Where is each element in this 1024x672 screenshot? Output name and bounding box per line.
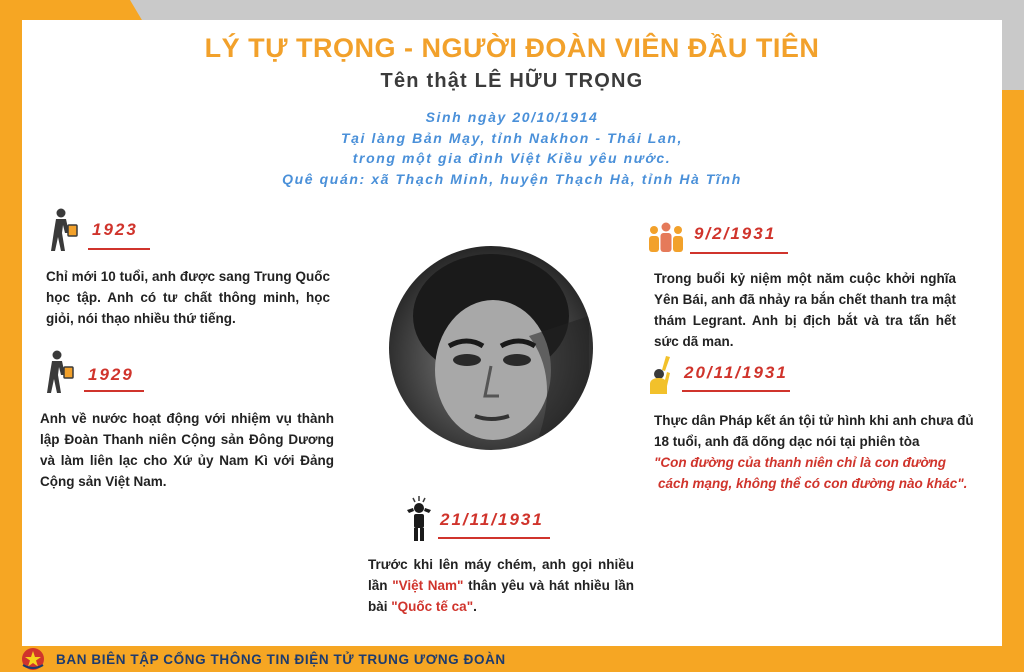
birth-info-line: Sinh ngày 20/10/1914	[425, 109, 599, 125]
date-underline	[438, 537, 550, 539]
event-text: .	[473, 599, 477, 614]
birth-info	[22, 107, 1002, 189]
event-text: Thực dân Pháp kết án tội tử hình khi anh chưa đủ 18 tuổi, anh đã dõng dạc nói tại phiên tòa	[654, 413, 974, 449]
student-walking-icon	[40, 350, 76, 394]
highlight-text: "Quốc tế ca"	[391, 599, 474, 614]
stressed-person-icon	[404, 496, 434, 542]
highlight-text: "Việt Nam"	[392, 578, 464, 593]
event-date: 1929	[88, 365, 134, 384]
portrait-photo	[389, 246, 593, 450]
infographic-card	[22, 20, 1002, 646]
quote-line: "Con đường của thanh niên chỉ là con đường	[654, 455, 947, 470]
page-subtitle: Tên thật LÊ HỮU TRỌNG	[380, 70, 644, 92]
student-walking-icon	[44, 208, 80, 252]
youth-union-logo	[20, 647, 46, 671]
event-description: Anh về nước hoạt động với nhiệm vụ thành lập Đoàn Thanh niên Cộng sản Đông Dương và làm liên lạc cho Xứ ủy Nam Kì với Đảng Cộng sản Việt Nam.	[40, 411, 334, 489]
birth-info-line: Tại làng Bản Mạy, tỉnh Nakhon - Thái Lan,	[341, 129, 683, 146]
raised-hand-icon	[648, 354, 678, 396]
event-date: 20/11/1931	[684, 363, 788, 382]
date-underline	[682, 390, 790, 392]
portrait-drawing	[389, 246, 593, 450]
birth-info-line: Quê quán: xã Thạch Minh, huyện Thạch Hà, tỉnh Hà Tĩnh	[282, 170, 742, 187]
date-underline	[88, 248, 150, 250]
event-text: thân yêu và hát nhiều lần bài	[368, 578, 634, 614]
event-date: 21/11/1931	[440, 510, 544, 529]
birth-info-line: trong một gia đình Việt Kiều yêu nước.	[352, 150, 672, 166]
event-date: 9/2/1931	[694, 224, 777, 243]
event-text: Trước khi lên máy chém, anh gọi nhiều lần	[368, 557, 634, 593]
page-title: LÝ TỰ TRỌNG - NGƯỜI ĐOÀN VIÊN ĐẦU TIÊN	[204, 33, 820, 63]
event-date: 1923	[92, 220, 138, 239]
footer-text: BAN BIÊN TẬP CỔNG THÔNG TIN ĐIỆN TỬ TRUNG ƯƠNG ĐOÀN	[56, 652, 506, 667]
crowd-icon	[646, 220, 686, 254]
event-description	[368, 554, 634, 617]
quote-line: cách mạng, không thể có con đường nào khác".	[658, 476, 968, 491]
event-description: Chỉ mới 10 tuổi, anh được sang Trung Quốc học tập. Anh có tư chất thông minh, học giỏi, nói thạo nhiều thứ tiếng.	[46, 269, 330, 326]
date-underline	[84, 390, 144, 392]
footer	[0, 646, 1024, 672]
event-description	[654, 410, 984, 494]
event-description: Trong buổi kỷ niệm một năm cuộc khởi nghĩa Yên Bái, anh đã nhảy ra bắn chết thanh tra mật thám Legrant. Anh bị địch bắt và tra tấn hết sức dã man.	[654, 271, 956, 349]
date-underline	[690, 252, 788, 254]
